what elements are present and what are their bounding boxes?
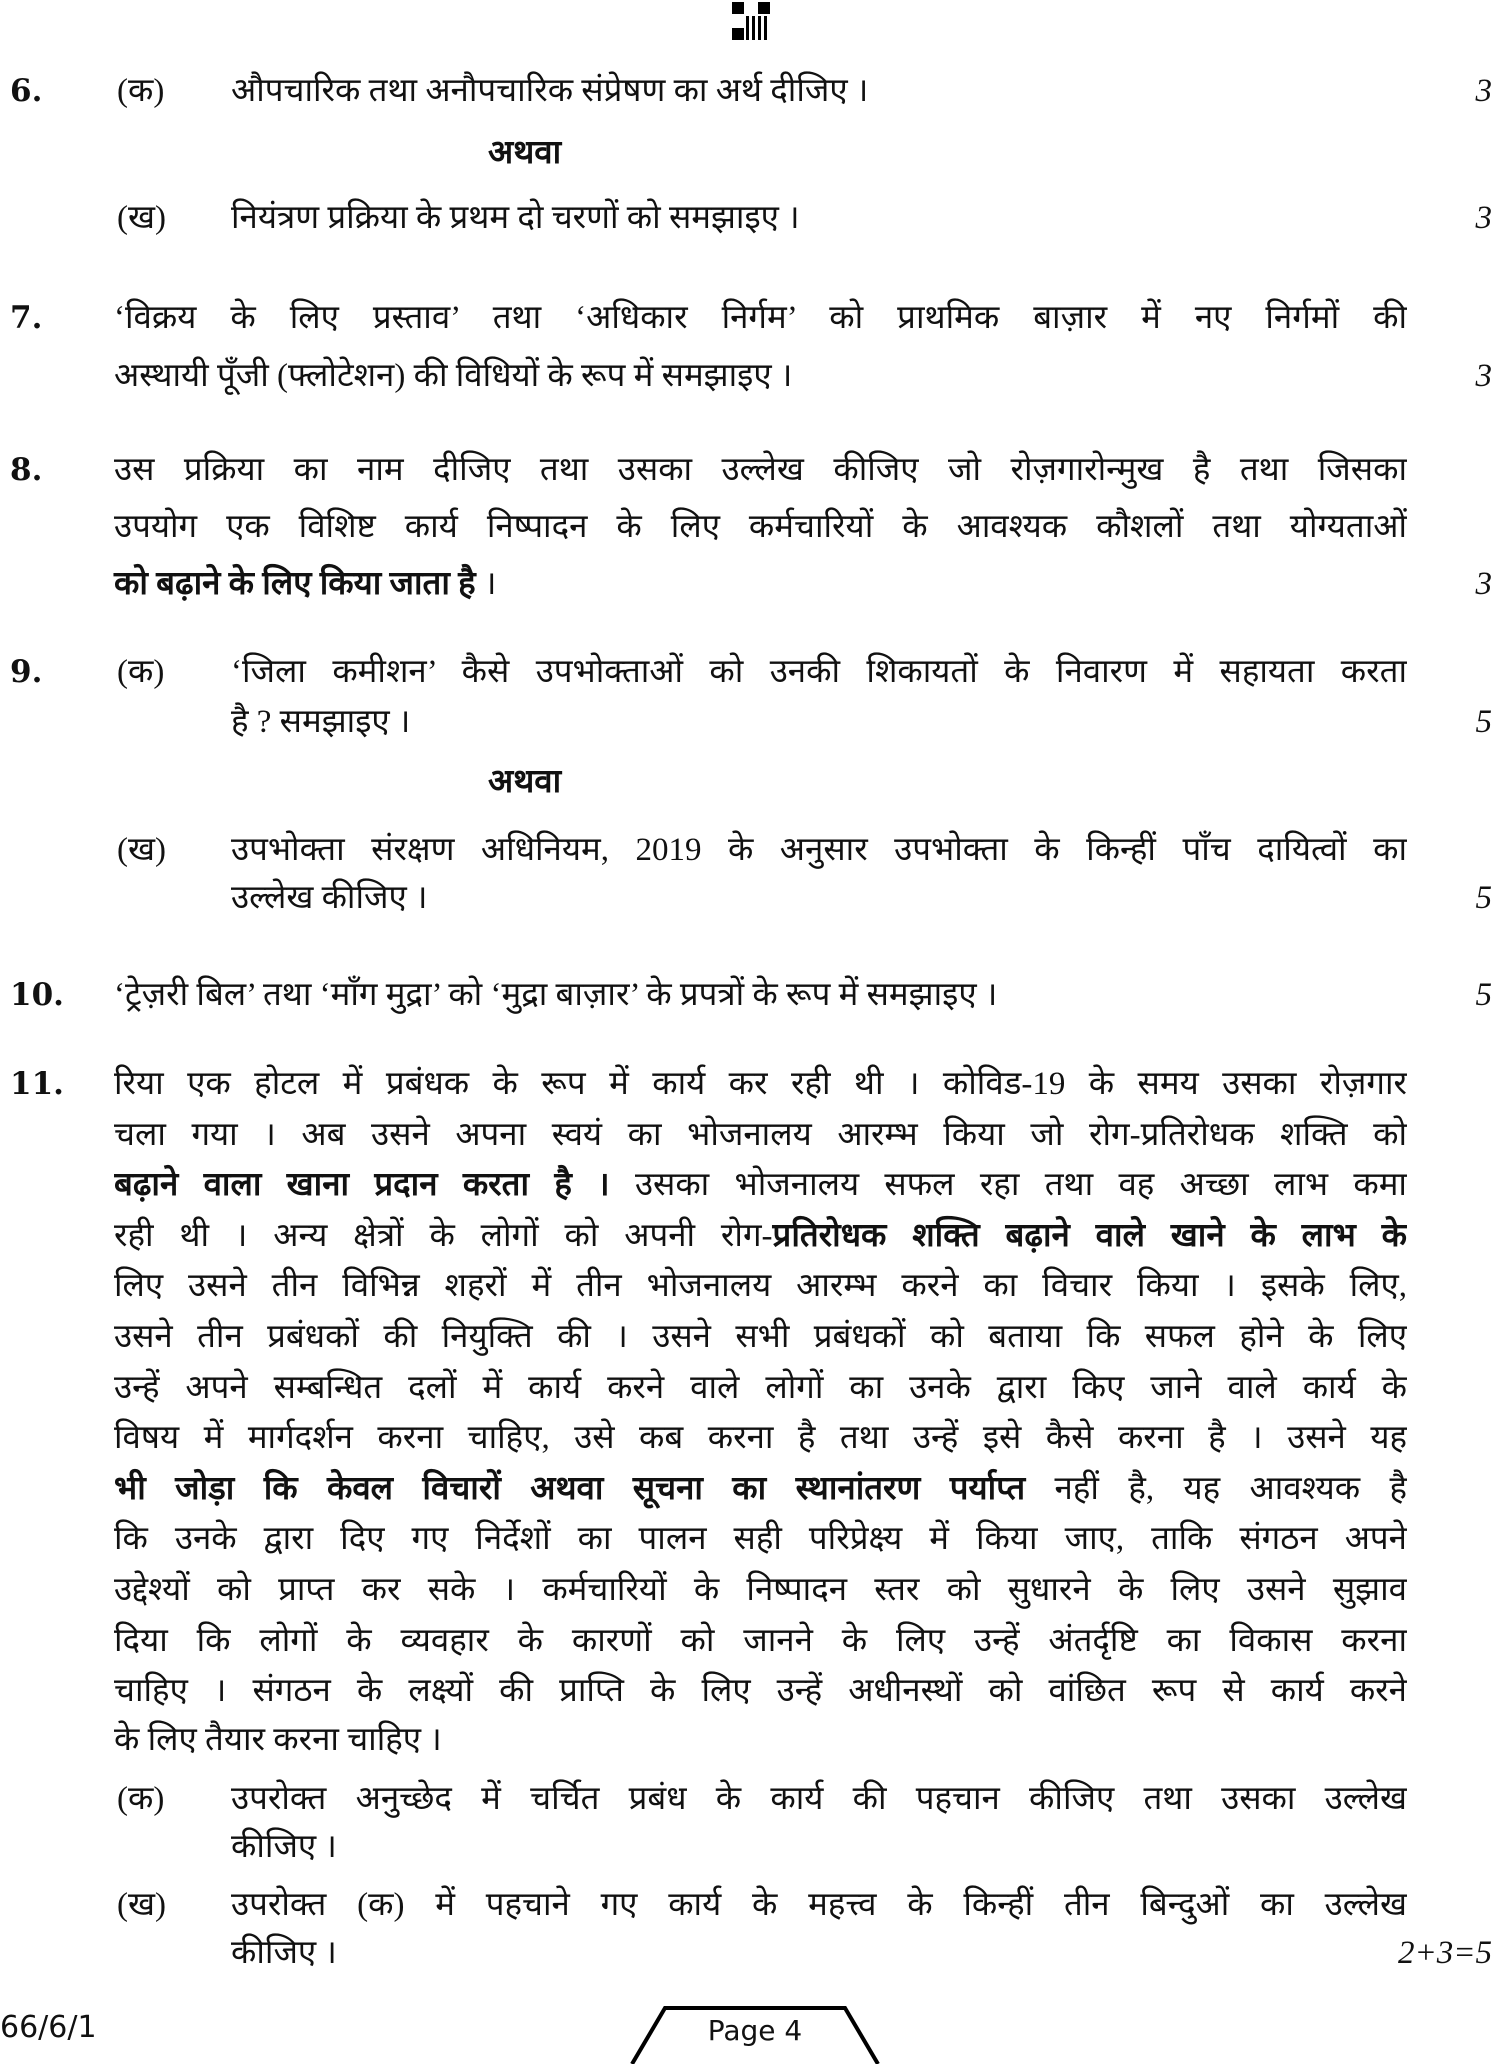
passage-line: रिया एक होटल में प्रबंधक के रूप में कार्य कर रही थी । कोविड-19 के समय उसका रोज़गार <box>114 1066 1407 1102</box>
passage-line: चला गया । अब उसने अपना स्वयं का भोजनालय आरम्भ किया जो रोग-प्रतिरोधक शक्ति को <box>114 1117 1407 1153</box>
question-text: उपयोग एक विशिष्ट कार्य निष्पादन के लिए कर्मचारियों के आवश्यक कौशलों तथा योग्यताओं <box>114 509 1407 545</box>
question-text: कीजिए । <box>231 1935 337 1971</box>
passage-line: लिए उसने तीन विभिन्न शहरों में तीन भोजनालय आरम्भ करने का विचार किया । इसके लिए, <box>114 1268 1407 1304</box>
passage-line: उद्देश्यों को प्राप्त कर सके । कर्मचारियों के निष्पादन स्तर को सुधारने के लिए उसने सुझाव <box>114 1572 1407 1608</box>
question-number: 8. <box>10 452 43 488</box>
passage-line: कि उनके द्वारा दिए गए निर्देशों का पालन सही परिप्रेक्ष्य में किया जाए, ताकि संगठन अपने <box>114 1521 1407 1557</box>
marks: 3 <box>1475 73 1492 109</box>
marks: 2+3=5 <box>1397 1935 1492 1971</box>
question-number: 10. <box>10 977 64 1013</box>
qr-code-icon <box>732 2 770 40</box>
sub-label: (क) <box>117 1781 165 1817</box>
sub-label: (क) <box>117 654 165 690</box>
question-text: ‘जिला कमीशन’ कैसे उपभोक्ताओं को उनकी शिकायतों के निवारण में सहायता करता <box>231 654 1407 690</box>
marks: 3 <box>1475 566 1492 602</box>
text: रही थी । अन्य क्षेत्रों के लोगों को अपनी रोग- <box>114 1218 773 1254</box>
bold-text: भी जोड़ा कि केवल विचारों अथवा सूचना का स्थानांतरण पर्याप्त <box>114 1471 1026 1507</box>
or-label: अथवा <box>488 135 562 171</box>
bold-text: प्रतिरोधक शक्ति बढ़ाने वाले खाने के लाभ के <box>772 1218 1407 1254</box>
bold-text: को बढ़ाने के लिए किया जाता है <box>114 566 476 602</box>
question-number: 7. <box>10 300 43 336</box>
question-text: उस प्रक्रिया का नाम दीजिए तथा उसका उल्लेख कीजिए जो रोज़गारोन्मुख है तथा जिसका <box>114 452 1407 488</box>
question-text <box>114 558 1407 610</box>
sub-label: (ख) <box>117 832 166 868</box>
sub-label: (ख) <box>117 1887 166 1923</box>
marks: 3 <box>1475 200 1492 236</box>
or-label: अथवा <box>488 764 562 800</box>
passage-line: उसने तीन प्रबंधकों की नियुक्ति की । उसने सभी प्रबंधकों को बताया कि सफल होने के लिए <box>114 1319 1407 1355</box>
question-text: औपचारिक तथा अनौपचारिक संप्रेषण का अर्थ दीजिए । <box>231 73 869 109</box>
marks: 3 <box>1475 358 1492 394</box>
question-text: कीजिए । <box>231 1829 337 1865</box>
question-text: उपरोक्त (क) में पहचाने गए कार्य के महत्त्व के किन्हीं तीन बिन्दुओं का उल्लेख <box>231 1887 1407 1923</box>
passage-line <box>114 1210 1407 1262</box>
text: उसका भोजनालय सफल रहा तथा वह अच्छा लाभ कमा <box>609 1167 1407 1203</box>
text: । <box>475 566 497 602</box>
question-text: है ? समझाइए । <box>231 704 411 740</box>
sub-label: (ख) <box>117 200 166 236</box>
passage-line: चाहिए । संगठन के लक्ष्यों की प्राप्ति के लिए उन्हें अधीनस्थों को वांछित रूप से कार्य करने <box>114 1673 1407 1709</box>
passage-line: दिया कि लोगों के व्यवहार के कारणों को जानने के लिए उन्हें अंतर्दृष्टि का विकास करना <box>114 1623 1407 1659</box>
question-text: नियंत्रण प्रक्रिया के प्रथम दो चरणों को समझाइए । <box>231 200 800 236</box>
page-number: Page 4 <box>707 2014 803 2047</box>
question-text: उपरोक्त अनुच्छेद में चर्चित प्रबंध के कार्य की पहचान कीजिए तथा उसका उल्लेख <box>231 1781 1407 1817</box>
question-text: ‘विक्रय के लिए प्रस्ताव’ तथा ‘अधिकार निर्गम’ को प्राथमिक बाज़ार में नए निर्गमों की <box>114 300 1407 336</box>
text: नहीं है, यह आवश्यक है <box>1025 1471 1407 1507</box>
question-text: उपभोक्ता संरक्षण अधिनियम, 2019 के अनुसार उपभोक्ता के किन्हीं पाँच दायित्वों का <box>231 832 1407 868</box>
marks: 5 <box>1475 704 1492 740</box>
question-number: 11. <box>10 1066 64 1102</box>
passage-line <box>114 1159 1407 1211</box>
question-number: 6. <box>10 73 43 109</box>
question-text: अस्थायी पूँजी (फ्लोटेशन) की विधियों के रूप में समझाइए । <box>114 358 793 394</box>
paper-code: 66/6/1 <box>0 2010 97 2045</box>
passage-line: विषय में मार्गदर्शन करना चाहिए, उसे कब करना है तथा उन्हें इसे कैसे करना है । उसने यह <box>114 1420 1407 1456</box>
question-text: उल्लेख कीजिए । <box>231 880 428 916</box>
passage-line: के लिए तैयार करना चाहिए । <box>114 1722 442 1758</box>
marks: 5 <box>1475 977 1492 1013</box>
sub-label: (क) <box>117 73 165 109</box>
question-number: 9. <box>10 654 43 690</box>
bold-text: बढ़ाने वाला खाना प्रदान करता है । <box>114 1167 610 1203</box>
question-text: ‘ट्रेज़री बिल’ तथा ‘माँग मुद्रा’ को ‘मुद्रा बाज़ार’ के प्रपत्रों के रूप में समझाइए । <box>114 977 998 1013</box>
page-number-box <box>630 2004 880 2064</box>
passage-line <box>114 1463 1407 1515</box>
passage-line: उन्हें अपने सम्बन्धित दलों में कार्य करने वाले लोगों का उनके द्वारा किए जाने वाले कार्य के <box>114 1370 1407 1406</box>
marks: 5 <box>1475 880 1492 916</box>
